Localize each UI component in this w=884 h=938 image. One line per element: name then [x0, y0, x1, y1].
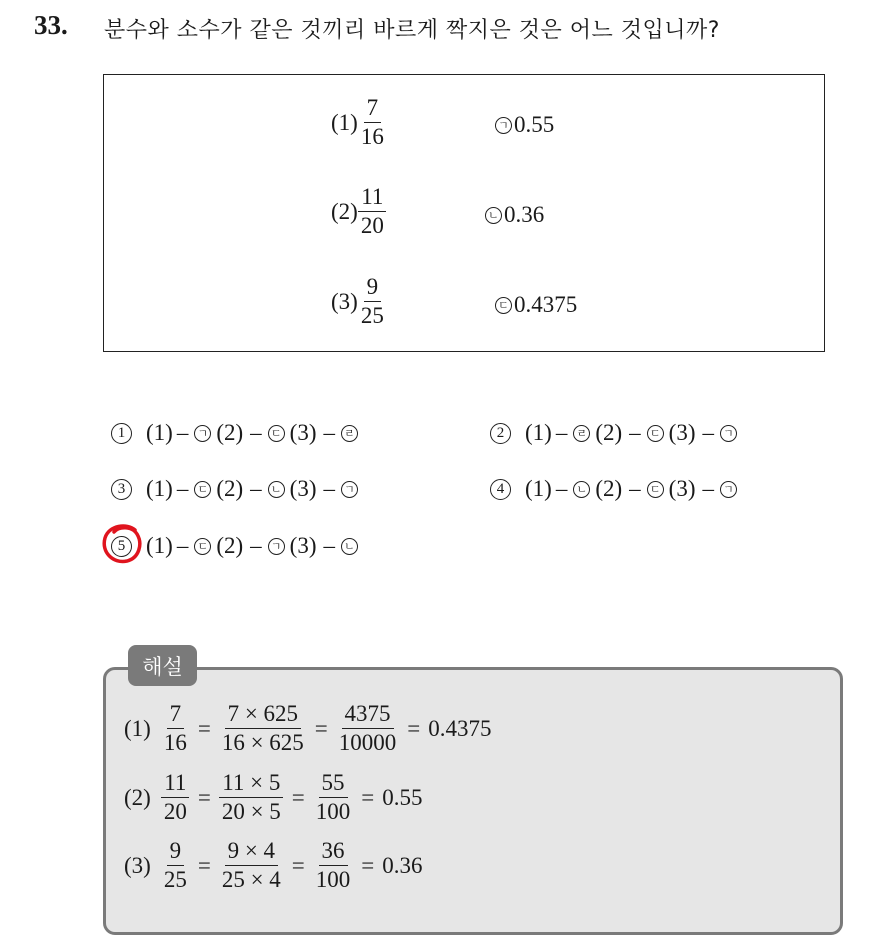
- choice-part-label: (3): [289, 533, 317, 558]
- choice-part-label: (1): [525, 420, 552, 445]
- circled-symbol-icon: ㄱ: [720, 481, 737, 498]
- choice-part-label: (1): [146, 476, 173, 501]
- circled-symbol-icon: ㄹ: [573, 425, 590, 442]
- fraction: [161, 839, 190, 892]
- circled-symbol-icon: ㄷ: [194, 538, 211, 555]
- equals-sign: =: [314, 715, 328, 741]
- fraction-numerator: 9: [364, 275, 382, 302]
- circled-symbol-icon: ㄴ: [341, 538, 358, 555]
- fraction-numerator: 4375: [342, 702, 394, 729]
- question-text: 분수와 소수가 같은 것끼리 바르게 짝지은 것은 어느 것입니까?: [104, 18, 720, 43]
- circled-symbol-icon: ㄱ: [341, 481, 358, 498]
- choice-dash: –: [555, 420, 568, 445]
- fraction-numerator: 55: [319, 771, 348, 798]
- solution-result: 0.4375: [428, 715, 492, 741]
- fraction-denominator: 25: [163, 867, 187, 893]
- choice-part-label: (1): [146, 420, 173, 445]
- choice-part-label: (2): [216, 533, 244, 558]
- solution-label: (3): [124, 852, 151, 878]
- choice-number-icon: 2: [490, 423, 511, 444]
- decimal-value: 0.4375: [514, 292, 578, 317]
- equals-sign: =: [291, 852, 305, 878]
- fraction-numerator: 9: [167, 839, 185, 866]
- fraction: [336, 702, 400, 755]
- choice-dash: –: [250, 533, 262, 558]
- answer-choice-1[interactable]: [111, 420, 360, 446]
- fraction-numerator: 11: [161, 771, 189, 798]
- decimal-item-2: [483, 202, 544, 228]
- fraction-numerator: 11: [358, 185, 386, 212]
- fraction-denominator: 10000: [338, 730, 397, 756]
- fraction: [161, 771, 190, 824]
- answer-choice-3[interactable]: [111, 476, 360, 502]
- answer-circle-mark-icon: [99, 520, 147, 568]
- choice-part-label: (3): [289, 476, 317, 501]
- circled-symbol-icon: ㄷ: [647, 425, 664, 442]
- fraction-denominator: 16: [360, 124, 384, 150]
- decimal-value: 0.55: [514, 112, 555, 137]
- answer-choice-5[interactable]: [111, 533, 360, 559]
- decimal-item-3: [493, 292, 577, 318]
- fraction: [219, 702, 307, 755]
- choice-part-label: (2): [216, 420, 244, 445]
- solution-label: (1): [124, 715, 151, 741]
- choice-dash: –: [629, 476, 641, 501]
- circled-symbol-icon: ㄷ: [194, 481, 211, 498]
- solution-result: 0.55: [382, 784, 423, 810]
- fraction-denominator: 25: [360, 303, 384, 329]
- fraction-denominator: 20: [360, 213, 384, 239]
- circled-symbol-icon: ㄴ: [485, 207, 502, 224]
- equals-sign: =: [361, 784, 375, 810]
- decimal-value: 0.36: [504, 202, 545, 227]
- fraction-item-3: [331, 275, 387, 328]
- fraction-denominator: 25 × 4: [221, 867, 281, 893]
- answer-choice-2[interactable]: [490, 420, 739, 446]
- choice-part-label: (1): [146, 533, 173, 558]
- question-number: 33.: [34, 10, 68, 40]
- choice-number-icon: 1: [111, 423, 132, 444]
- fraction: [358, 96, 387, 149]
- choice-dash: –: [702, 420, 714, 445]
- fraction-item-2: [331, 185, 387, 238]
- circled-symbol-icon: ㄹ: [341, 425, 358, 442]
- solution-line-2: [124, 771, 423, 824]
- choice-part-label: (2): [595, 420, 623, 445]
- fraction-numerator: 7 × 625: [225, 702, 301, 729]
- choice-part-label: (3): [289, 420, 317, 445]
- choice-dash: –: [702, 476, 714, 501]
- fraction-denominator: 100: [315, 799, 351, 825]
- circled-symbol-icon: ㄷ: [647, 481, 664, 498]
- fraction-denominator: 100: [315, 867, 351, 893]
- fraction: [313, 771, 354, 824]
- choice-dash: –: [250, 420, 262, 445]
- fraction: [219, 839, 284, 892]
- choice-dash: –: [629, 420, 641, 445]
- choice-dash: –: [323, 533, 335, 558]
- fraction: [161, 702, 190, 755]
- choice-dash: –: [176, 533, 189, 558]
- fraction-label: (3): [331, 288, 358, 314]
- fraction-label: (2): [331, 198, 358, 224]
- fraction-numerator: 7: [364, 96, 382, 123]
- fraction-denominator: 20 × 5: [221, 799, 281, 825]
- choice-dash: –: [250, 476, 262, 501]
- circled-symbol-icon: ㄴ: [573, 481, 590, 498]
- fraction: [358, 275, 387, 328]
- fraction-denominator: 20: [163, 799, 187, 825]
- circled-symbol-icon: ㄴ: [268, 481, 285, 498]
- solution-result: 0.36: [382, 852, 423, 878]
- choice-part-label: (3): [668, 420, 696, 445]
- circled-symbol-icon: ㄱ: [495, 117, 512, 134]
- choice-number-icon: 4: [490, 479, 511, 500]
- fraction-numerator: 36: [319, 839, 348, 866]
- choice-number-icon: 3: [111, 479, 132, 500]
- equals-sign: =: [197, 784, 211, 810]
- circled-symbol-icon: ㄷ: [495, 297, 512, 314]
- fraction-item-1: [331, 96, 387, 149]
- fraction-label: (1): [331, 109, 358, 135]
- fraction-numerator: 9 × 4: [225, 839, 278, 866]
- choice-part-label: (2): [595, 476, 623, 501]
- choice-dash: –: [323, 420, 335, 445]
- choice-dash: –: [555, 476, 568, 501]
- fraction-numerator: 11 × 5: [219, 771, 283, 798]
- choice-part-label: (3): [668, 476, 696, 501]
- fraction: [219, 771, 284, 824]
- matching-box: [103, 74, 825, 352]
- choice-part-label: (2): [216, 476, 244, 501]
- equals-sign: =: [361, 852, 375, 878]
- choice-dash: –: [323, 476, 335, 501]
- answer-choice-4[interactable]: [490, 476, 739, 502]
- fraction-denominator: 16: [163, 730, 187, 756]
- circled-symbol-icon: ㄱ: [268, 538, 285, 555]
- solution-line-1: [124, 702, 492, 755]
- fraction-denominator: 16 × 625: [221, 730, 304, 756]
- choice-part-label: (1): [525, 476, 552, 501]
- circled-symbol-icon: ㄷ: [268, 425, 285, 442]
- solution-tag: 해설: [128, 645, 197, 686]
- fraction-numerator: 7: [167, 702, 185, 729]
- circled-symbol-icon: ㄱ: [720, 425, 737, 442]
- solution-label: (2): [124, 784, 151, 810]
- decimal-item-1: [493, 112, 554, 138]
- circled-symbol-icon: ㄱ: [194, 425, 211, 442]
- equals-sign: =: [197, 715, 211, 741]
- solution-line-3: [124, 839, 423, 892]
- equals-sign: =: [197, 852, 211, 878]
- choice-dash: –: [176, 476, 189, 501]
- choice-dash: –: [176, 420, 189, 445]
- fraction: [358, 185, 387, 238]
- fraction: [313, 839, 354, 892]
- equals-sign: =: [407, 715, 421, 741]
- choice-number-icon: 5: [111, 536, 132, 557]
- equals-sign: =: [291, 784, 305, 810]
